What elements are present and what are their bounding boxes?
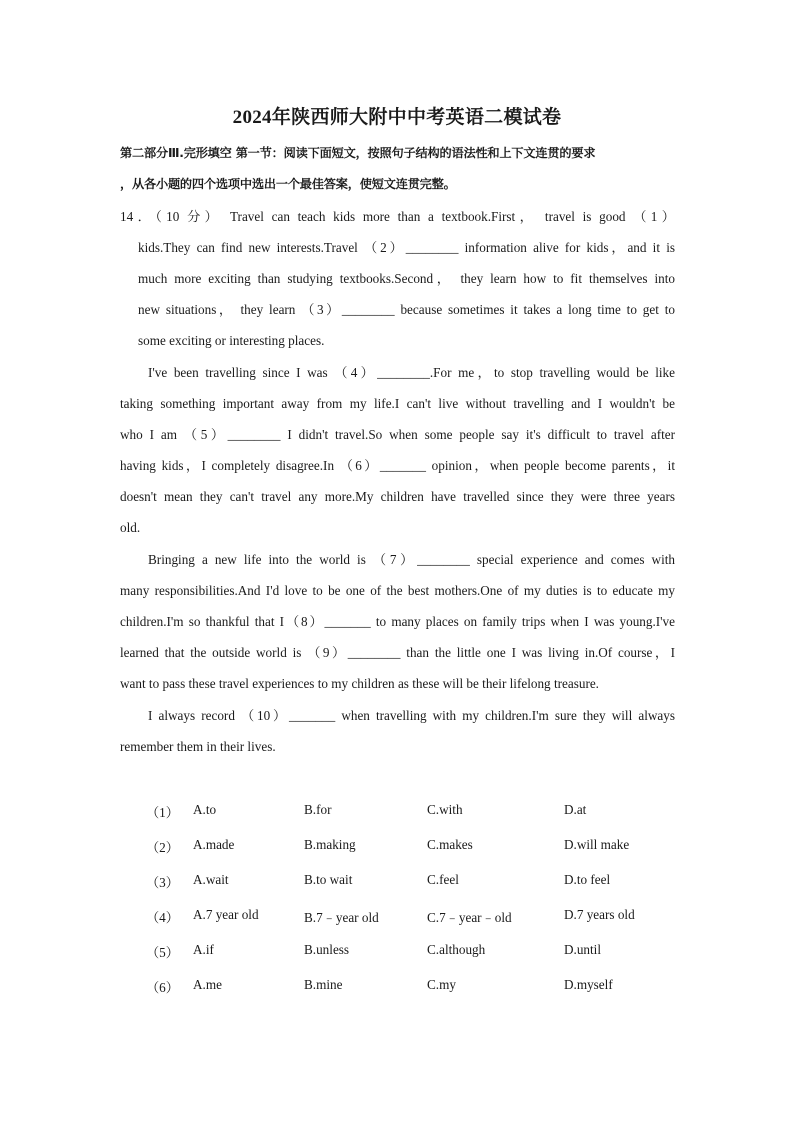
blank-number: （3） [146, 875, 179, 890]
option-c: C.makes [427, 837, 473, 852]
passage-paragraph-4 [120, 700, 675, 762]
paragraph-line: Bringing a new life into the world is （7）________ special experience and comes with [148, 552, 675, 567]
paragraph-line: want to pass these travel experiences to my children as these will be their lifelong treasure. [120, 676, 599, 691]
paragraph-line: learned that the outside world is （9）________ than the little one I was living in.Of course，I [120, 645, 675, 660]
option-d: D.at [564, 802, 587, 817]
option-d: D.myself [564, 977, 613, 992]
question-line: kids.They can find new interests.Travel （2）________ information alive for kids，and it is [138, 240, 675, 255]
page-title: 2024年陕西师大附中中考英语二模试卷 [232, 107, 562, 128]
paragraph-line: I always record （10）_______ when travelling with my children.I'm sure they will always [148, 708, 675, 723]
option-c: C.with [427, 802, 463, 817]
passage-paragraph-3 [120, 544, 675, 699]
question-14-intro [120, 201, 675, 356]
option-c: C.feel [427, 872, 459, 887]
answer-options-table [120, 796, 680, 1006]
option-a: A.7 year old [193, 907, 259, 922]
paragraph-line: many responsibilities.And I'd love to be one of the best mothers.One of my duties is to educate my [120, 583, 675, 598]
option-b: B.7﹣year old [304, 910, 379, 925]
paragraph-line: remember them in their lives. [120, 739, 276, 754]
blank-number: （6） [146, 980, 179, 995]
paragraph-line: children.I'm so thankful that I（8）_______ to many places on family trips when I was young.I've [120, 614, 675, 629]
paragraph-line: doesn't mean they can't travel any more.My children have travelled since they were three years [120, 489, 675, 504]
option-b: B.making [304, 837, 356, 852]
option-d: D.7 years old [564, 907, 635, 922]
option-c: C.my [427, 977, 456, 992]
paragraph-line: who I am （5）________ I didn't travel.So when some people say it's difficult to travel after [120, 427, 675, 442]
option-a: A.made [193, 837, 235, 852]
option-a: A.to [193, 802, 217, 817]
option-c: C.although [427, 942, 486, 957]
option-b: B.for [304, 802, 332, 817]
blank-number: （2） [146, 840, 179, 855]
option-row-2 [120, 831, 680, 866]
question-line: much more exciting than studying textbooks.Second， they learn how to fit themselves into [138, 271, 675, 286]
question-line: new situations， they learn （3）________ because sometimes it takes a long time to get to [138, 302, 675, 317]
blank-number: （5） [146, 945, 179, 960]
option-a: A.wait [193, 872, 229, 887]
option-b: B.mine [304, 977, 343, 992]
option-row-1 [120, 796, 680, 831]
blank-number: （1） [146, 805, 179, 820]
section-instruction-line-1: 第二部分Ⅲ.完形填空 第一节：阅读下面短文，按照句子结构的语法性和上下文连贯的要求 [120, 146, 596, 160]
question-line: some exciting or interesting places. [138, 333, 325, 348]
passage-paragraph-2 [120, 357, 675, 543]
option-a: A.if [193, 942, 214, 957]
option-d: D.until [564, 942, 601, 957]
section-instruction-line-2: ，从各小题的四个选项中选出一个最佳答案，使短文连贯完整。 [120, 177, 456, 191]
paragraph-line: taking something important away from my life.I can't live without travelling and I wouldn't be [120, 396, 675, 411]
option-a: A.me [193, 977, 222, 992]
paragraph-line: I've been travelling since I was （4）________.For me，to stop travelling would be like [148, 365, 675, 380]
paragraph-line: having kids，I completely disagree.In （6）_______ opinion，when people become parents，it [120, 458, 675, 473]
option-row-4 [120, 901, 680, 936]
option-row-3 [120, 866, 680, 901]
paragraph-line: old. [120, 520, 141, 535]
option-d: D.will make [564, 837, 630, 852]
option-d: D.to feel [564, 872, 611, 887]
option-b: B.unless [304, 942, 350, 957]
option-b: B.to wait [304, 872, 353, 887]
question-line: 14．（10 分） Travel can teach kids more than a textbook.First， travel is good （1） [120, 209, 675, 224]
blank-number: （4） [146, 910, 179, 925]
option-row-6 [120, 971, 680, 1006]
option-row-5 [120, 936, 680, 971]
option-c: C.7﹣year﹣old [427, 910, 512, 925]
